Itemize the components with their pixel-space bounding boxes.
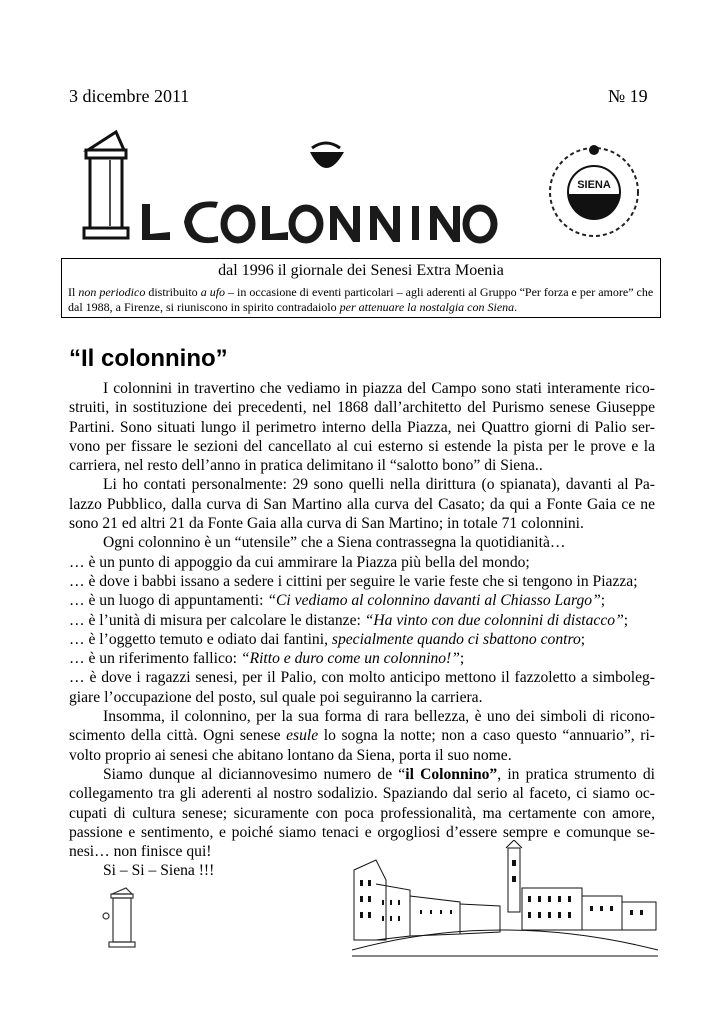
column-drawing-icon (84, 132, 128, 238)
tagline: dal 1996 il giornale dei Senesi Extra Moenia (218, 262, 504, 279)
issue-date: 3 dicembre 2011 (69, 86, 190, 106)
list-item: … è l’unità di misura per calcolare le distanze: “Ha vinto con due colonnini di distacco”; (69, 611, 629, 629)
seal-label: SIENA (577, 179, 611, 191)
list-item: … è un luogo di appuntamenti: “Ci vediamo al colonnino davanti al Chiasso Largo”; (69, 592, 606, 610)
paragraph: Li ho contati personalmente: 29 sono quelli nella dirittura (o spianata), davanti al Pa-lazzo Pubblico, dalla curva di San Martino alla curva del Casato; da qui a Fonte Gaia ce ne sono 21 ed altri 21 da Fonte Gaia alla curva di San Martino; in totale 71 colonnini. (69, 476, 655, 533)
piazza-del-campo-sketch-icon (350, 840, 660, 960)
list-item: … è un punto di appoggio da cui ammirare la Piazza più bella del mondo; (69, 553, 530, 571)
list-item: … è l’oggetto temuto e odiato dai fantini, specialmente quando ci sbattono contro; (69, 630, 586, 648)
subtitle-box (61, 258, 661, 318)
issue-number: № 19 (608, 86, 648, 106)
list-item: … è un riferimento fallico: “Ritto e duro come un colonnino!”; (69, 650, 465, 668)
siena-seal-icon (550, 145, 638, 236)
masthead-title-glyphs (142, 201, 494, 243)
box-description: Il non periodico distribuito a ufo – in occasione di eventi particolari – agli aderenti al Gruppo “Per forza e per amore” che dal 1988, a Firenze, si riuniscono in spirito contradaiolo per attenuare la nostalgia con Siena. (68, 285, 654, 314)
list-item: … è dove i babbi issano a sedere i cittini per seguire le varie feste che si tengono in Piazza; (69, 572, 638, 590)
article-body (69, 379, 655, 881)
paragraph: Siamo dunque al diciannovesimo numero de “il Colonnino”, in pratica strumento di collegamento tra gli aderenti al nostro sodalizio. Spaziando dal serio al faceto, ci siamo oc-cupati di cultura senese; sicuramente con poca professionalità, ma certamente con amore, passione e sentimento, e poiché siamo tenaci e orgogliosi d’essere sempre e comunque se-nesi… non finisce qui! (69, 765, 655, 861)
paragraph: I colonnini in travertino che vediamo in piazza del Campo sono stati interamente rico-struiti, in sostituzione dei precedenti, nel 1868 dall’architetto del Purismo senese Giuseppe Partini. Sono situati lungo il perimetro interno della Piazza, nei Quattro giorni di Palio ser-vono per fissare le sezioni del cancellato al cui esterno si estende la pista per le prove e la carriera, nel resto dell’anno in pratica delimitano il “salotto bono” di Siena.. (69, 380, 655, 475)
article-title: “Il colonnino” (69, 345, 228, 372)
paragraph: Insomma, il colonnino, per la sua forma di rara bellezza, è uno dei simboli di ricono-scimento della città. Ogni senese esule lo sogna la notte; non a caso questo “annuario”, ri-volto proprio ai senesi che abitano lontano da Siena, porta il suo nome. (69, 708, 655, 764)
list-item: … è dove i ragazzi senesi, per il Palio, con molto anticipo mettono il fazzoletto a simboleg-giare l’occupazione del posto, sul quale poi seguiranno la carriera. (69, 669, 655, 706)
paragraph: Ogni colonnino è un “utensile” che a Siena contrassegna la quotidianità… (103, 534, 566, 552)
closing-line: Si – Si – Siena !!! (103, 862, 215, 880)
cap-ornament-icon (310, 143, 344, 168)
colonnino-sketch-icon (98, 886, 144, 950)
masthead-logo (66, 122, 662, 252)
